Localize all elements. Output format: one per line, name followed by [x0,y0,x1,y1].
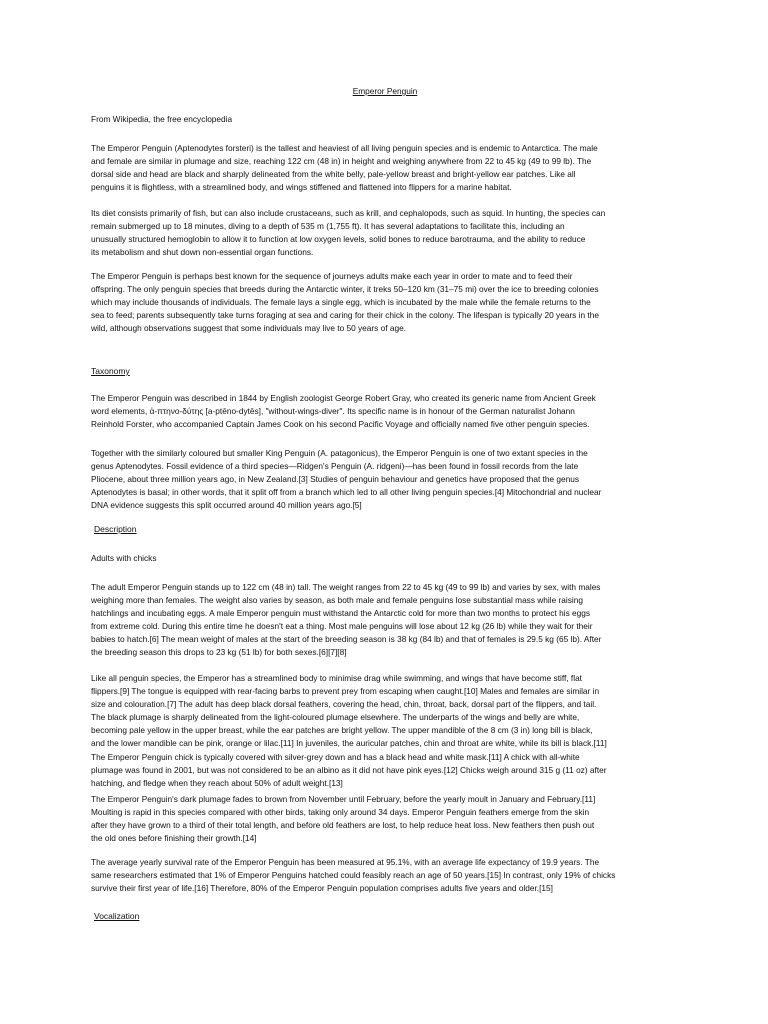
text-line: flippers.[9] The tongue is equipped with rear-facing barbs to prevent prey from escaping when caught.[10] Males and females are similar in [91,686,600,697]
text-line: plumage was found in 2001, but was not considered to be an albino as it did not have pink eyes.[12] Chicks weigh around 315 g (11 oz) after [91,764,607,775]
text-line: The Emperor Penguin was described in 1844 by English zoologist George Robert Gray, who created its generic name from Ancient Greek [91,393,596,403]
text-line: The black plumage is sharply delineated from the light-coloured plumage elsewhere. The underparts of the wings and belly are white, [91,712,580,723]
description-paragraph-4 [91,856,679,895]
taxonomy-paragraph-1 [91,392,679,431]
text-line: hatchlings and incubating eggs. A male Emperor penguin must withstand the Antarctic cold for more than two months to protect his eggs [91,608,591,619]
text-line: The Emperor Penguin chick is typically covered with silver-grey down and has a black head and white mask.[11] A chick with all-white [91,751,580,762]
text-line: wild, although observations suggest that some individuals may live to 50 years of age. [91,323,406,334]
text-line: which may include thousands of individuals. The female lays a single egg, which is incubated by the male while the female returns to the [91,297,591,308]
text-line: sea to feed; parents subsequently take turns foraging at sea and caring for their chick in the colony. The lifespan is typically 20 years in the [91,310,599,321]
description-paragraph-3 [91,793,679,845]
text-line: DNA evidence suggests this split occurred around 40 million years ago.[5] [91,500,362,511]
text-line: after they have grown to a third of their total length, and before old feathers are lost, to help reduce heat loss. New feathers then push out [91,820,595,831]
text-line: word elements, ἀ-πτηνο-δύτης [a-ptēno-dytēs], "without-wings-diver". Its specific name is in honour of the German naturalist Johann [91,406,575,417]
title-link[interactable]: Emperor Penguin [352,86,418,96]
text-line: Pliocene, about three million years ago, in New Zealand.[3] Studies of penguin behaviour and genetics have proposed that the genus [91,474,579,485]
subheading-adults-with-chicks: Adults with chicks [91,553,157,563]
text-line: Moulting is rapid in this species compared with other birds, taking only around 34 days. Emperor Penguin feathers emerge from the skin [91,807,590,818]
text-line: dorsal side and head are black and sharply delineated from the white belly, pale-yellow breast and bright-yellow ear patches. Like all [91,169,576,180]
text-line: unusually structured hemoglobin to allow it to function at low oxygen levels, solid bones to reduce barotrauma, and the ability to reduce [91,234,586,245]
text-line: survive their first year of life.[16] Therefore, 80% of the Emperor Penguin population comprises adults five years and older.[15] [91,883,553,894]
text-line: from extreme cold. During this entire time he doesn't eat a thing. Most male penguins will lose about 12 kg (26 lb) while they wait for their [91,621,593,632]
section-heading-taxonomy: Taxonomy [91,366,130,376]
text-line: Its diet consists primarily of fish, but can also include crustaceans, such as krill, and cephalopods, such as squid. In hunting, the species can [91,208,606,218]
intro-paragraph-2 [91,207,679,259]
text-line: The Emperor Penguin's dark plumage fades to brown from November until February, before the yearly moult in January and February.[11] [91,794,596,804]
text-line: and female are similar in plumage and size, reaching 122 cm (48 in) in height and weighing anywhere from 22 to 45 kg (49 to 99 lb). The [91,156,592,167]
text-line: Together with the similarly coloured but smaller King Penguin (A. patagonicus), the Emperor Penguin is one of two extant species in the [91,448,588,458]
text-line: the breeding season this drops to 23 kg (51 lb) for both sexes.[6][7][8] [91,647,347,658]
description-paragraph-1 [91,581,679,660]
intro-paragraph-1 [91,142,679,194]
text-line: weighing more than females. The weight also varies by season, as both male and female penguins lose substantial mass while raising [91,595,583,606]
page-title [91,85,679,98]
section-heading-vocalization: Vocalization [94,911,140,921]
text-line: The adult Emperor Penguin stands up to 122 cm (48 in) tall. The weight ranges from 22 to 45 kg (49 to 99 lb) and varies by sex, with males [91,582,601,592]
text-line: the old ones before finishing their growth.[14] [91,833,257,844]
text-line: its metabolism and shut down non-essential organ functions. [91,247,314,258]
text-line: Aptenodytes is basal; in other words, that it split off from a branch which led to all other living penguin species.[4] Mitochondrial and nuclear [91,487,602,498]
taxonomy-paragraph-2 [91,447,679,512]
section-heading-description: Description [94,524,137,534]
text-line: same researchers estimated that 1% of Emperor Penguins hatched could feasibly reach an age of 50 years.[15] In contrast, only 19% of chicks [91,870,616,881]
text-line: Reinhold Forster, who accompanied Captain James Cook on his second Pacific Voyage and officially named five other penguin species. [91,419,590,430]
intro-paragraph-3 [91,270,679,335]
text-line: and the lower mandible can be pink, orange or lilac.[11] In juveniles, the auricular patches, chin and throat are white, while its bill is black.[11] [91,738,607,749]
text-line: The average yearly survival rate of the Emperor Penguin has been measured at 95.1%, with an average life expectancy of 19.9 years. The [91,857,600,867]
text-line: Like all penguin species, the Emperor has a streamlined body to minimise drag while swimming, and wings that have become stiff, flat [91,673,582,683]
text-line: size and colouration.[7] The adult has deep black dorsal feathers, covering the head, chin, throat, back, dorsal part of the flippers, and tail. [91,699,597,710]
text-line: becoming pale yellow in the upper breast, while the ear patches are bright yellow. The upper mandible of the 8 cm (3 in) long bill is black, [91,725,593,736]
text-line: remain submerged up to 18 minutes, diving to a depth of 535 m (1,755 ft). It has several adaptations to facilitate this, including an [91,221,565,232]
text-line: penguins it is flightless, with a streamlined body, and wings stiffened and flattened into flippers for a marine habitat. [91,182,512,193]
text-line: The Emperor Penguin is perhaps best known for the sequence of journeys adults make each year in order to mate and to feed their [91,271,573,281]
text-line: The Emperor Penguin (Aptenodytes forsteri) is the tallest and heaviest of all living penguin species and is endemic to Antarctica. The male [91,143,598,153]
description-paragraph-2 [91,672,679,790]
text-line: offspring. The only penguin species that breeds during the Antarctic winter, it treks 50–120 km (31–75 mi) over the ice to breeding colonies [91,284,599,295]
text-line: genus Aptenodytes. Fossil evidence of a third species—Ridgen's Penguin (A. ridgeni)—has been found in fossil records from the late [91,461,579,472]
source-line: From Wikipedia, the free encyclopedia [91,114,233,124]
text-line: babies to hatch.[6] The mean weight of males at the start of the breeding season is 38 kg (84 lb) and that of females is 29.5 kg (65 lb). After [91,634,602,645]
text-line: hatching, and fledge when they reach about 50% of adult weight.[13] [91,777,343,788]
